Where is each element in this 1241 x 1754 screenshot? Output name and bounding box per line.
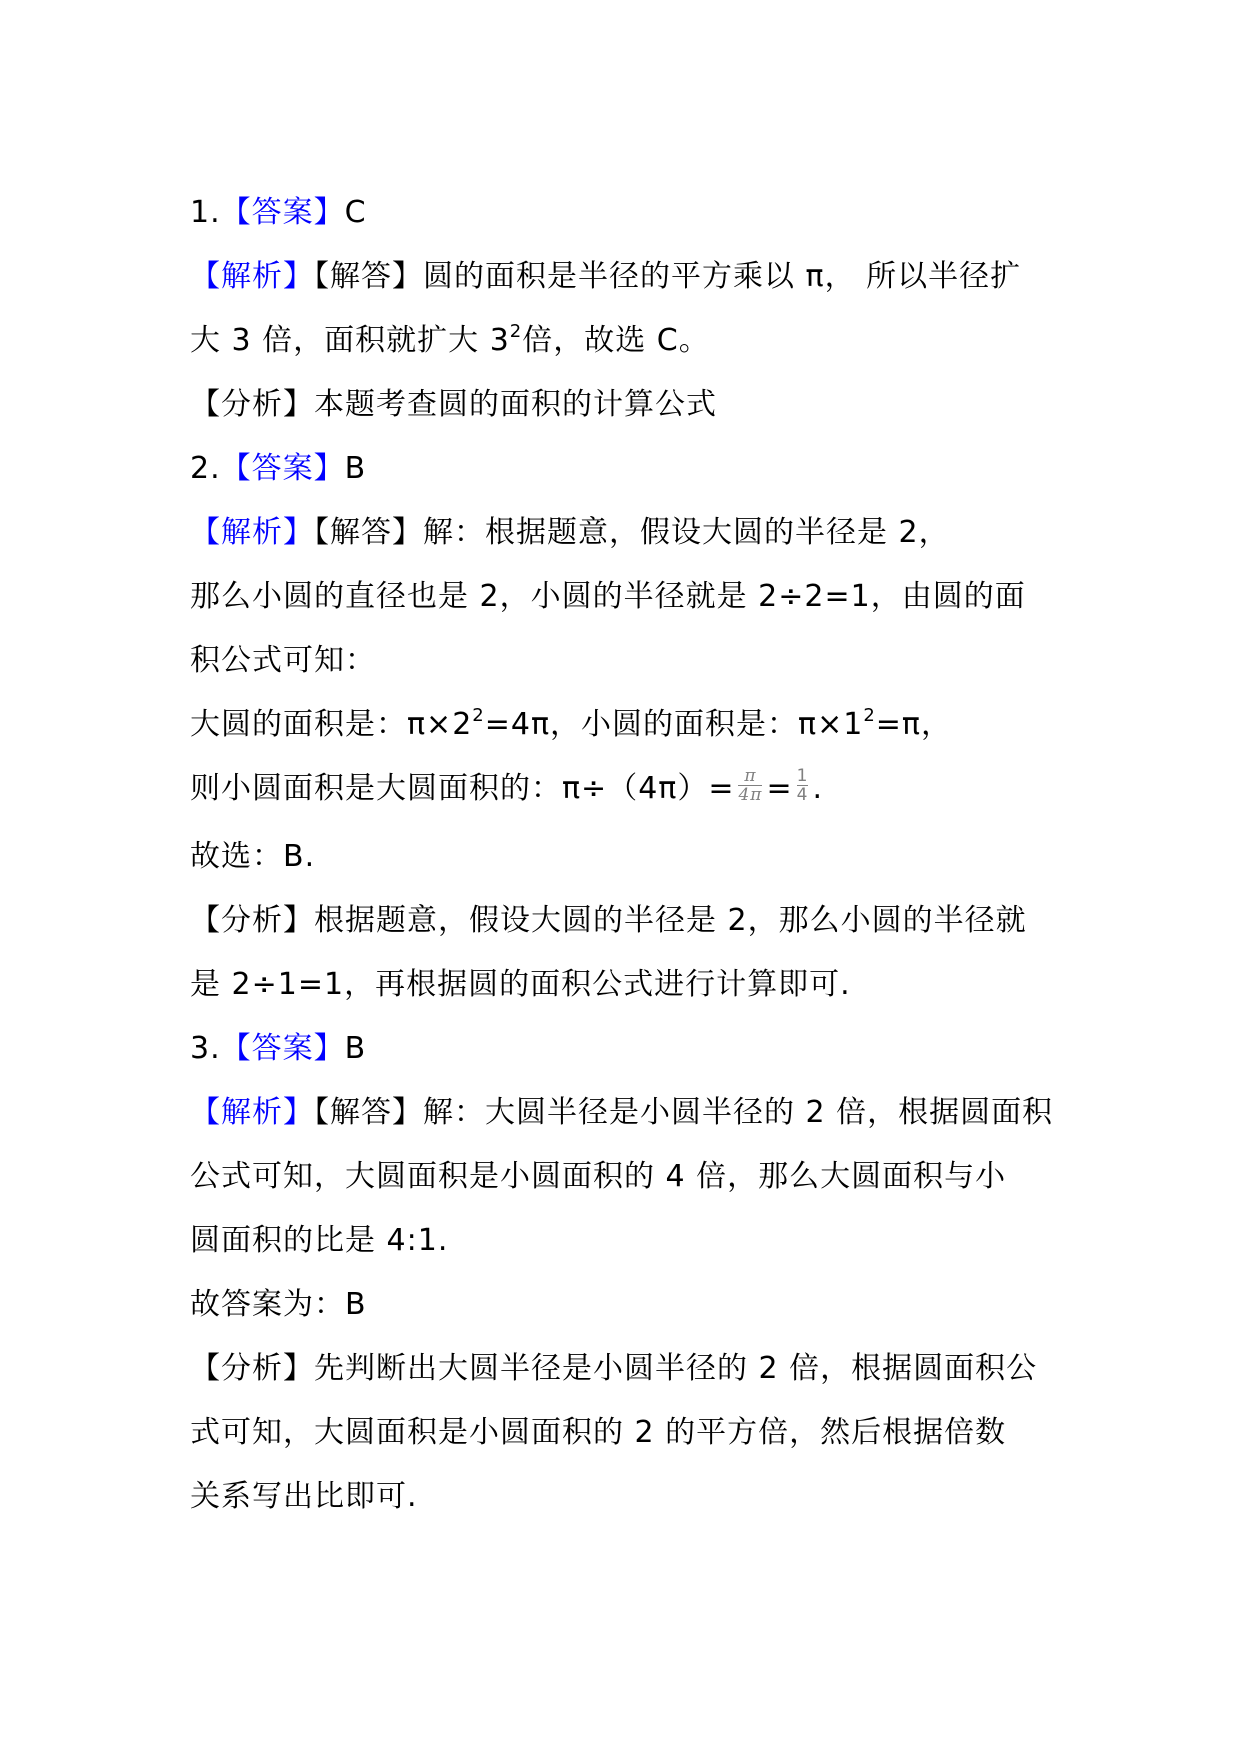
q3-analysis-tag: 【解析】 [190,1095,314,1130]
q3-analysis-line-2: 公式可知，大圆面积是小圆面积的 4 倍，那么大圆面积与小 [190,1159,1007,1194]
q2-analysis-line-2: 那么小圆的直径也是 2，小圆的半径就是 2÷2=1，由圆的面 [190,579,1026,614]
q1-number: 1. [190,195,221,230]
q1-analysis-line-1 [190,257,1021,297]
q2-solution-tag: 【解答】 [314,515,423,550]
q3-answer-tag: 【答案】 [220,1031,345,1066]
q2-line4-part-a: 大圆的面积是：π×2 [190,707,473,742]
q2-analysis-tag: 【解析】 [190,515,314,550]
q2-analysis-line-1 [190,513,950,553]
q1-analysis-tag: 【解析】 [190,259,314,294]
q2-answer-value: B [344,451,367,486]
fraction-pi-over-4pi [738,767,762,804]
q1-analysis-text-1: 圆的面积是半径的平方乘以 π， 所以半径扩 [423,259,1022,294]
q3-solution-tag: 【解答】 [314,1095,423,1130]
q1-superscript: 2 [509,321,523,342]
q1-solution-tag: 【解答】 [314,259,423,294]
q1-answer-line [190,193,367,233]
q3-analysis-line-1 [190,1093,1053,1133]
q2-superscript-2: 2 [863,705,876,726]
q2-analysis-text-1: 解：根据题意，假设大圆的半径是 2， [423,515,950,550]
fraction-1-denominator: 4π [738,785,763,805]
q2-number: 2. [190,451,221,486]
fraction-1-over-4 [797,767,809,804]
q2-line5-end: . [812,771,823,806]
q2-line5-text: 则小圆面积是大圆面积的：π÷（4π）= [190,771,735,806]
q3-answer-value: B [344,1031,367,1066]
fraction-2-numerator: 1 [796,766,809,786]
q1-analysis-text-2a: 大 3 倍，面积就扩大 3 [190,323,510,358]
q2-summary-line-2: 是 2÷1=1，再根据圆的面积公式进行计算即可. [190,967,851,1002]
q2-choice-line: 故选：B. [190,839,316,874]
q2-superscript-1: 2 [472,705,485,726]
q2-analysis-line-4 [190,705,952,745]
q3-summary-line-3: 关系写出比即可. [190,1479,418,1514]
q3-choice-line: 故答案为：B [190,1287,367,1322]
q2-answer-tag: 【答案】 [220,451,345,486]
q2-analysis-line-5 [190,766,823,809]
q3-summary-line-2: 式可知，大圆面积是小圆面积的 2 的平方倍，然后根据倍数 [190,1415,1007,1450]
q2-line4-part-b: =4π，小圆的面积是：π×1 [484,707,864,742]
q1-answer-tag: 【答案】 [220,195,345,230]
q2-answer-line [190,449,366,489]
fraction-2-denominator: 4 [796,785,809,805]
q3-analysis-line-3: 圆面积的比是 4:1. [190,1223,449,1258]
q3-answer-line [190,1029,366,1069]
q2-line5-equals: = [766,771,793,806]
q1-answer-value: C [344,195,367,230]
q2-analysis-line-3: 积公式可知： [190,643,376,678]
q3-analysis-text-1: 解：大圆半径是小圆半径的 2 倍，根据圆面积 [423,1095,1054,1130]
q2-line4-part-c: =π， [875,707,952,742]
q3-summary-line-1: 【分析】先判断出大圆半径是小圆半径的 2 倍，根据圆面积公 [190,1351,1038,1386]
q2-summary-line-1: 【分析】根据题意，假设大圆的半径是 2，那么小圆的半径就 [190,903,1027,938]
q1-analysis-text-2b: 倍，故选 C。 [522,323,710,358]
q3-number: 3. [190,1031,221,1066]
fraction-1-numerator: π [744,766,757,786]
q1-analysis-line-2 [190,321,710,361]
q1-summary: 【分析】本题考查圆的面积的计算公式 [190,387,717,422]
